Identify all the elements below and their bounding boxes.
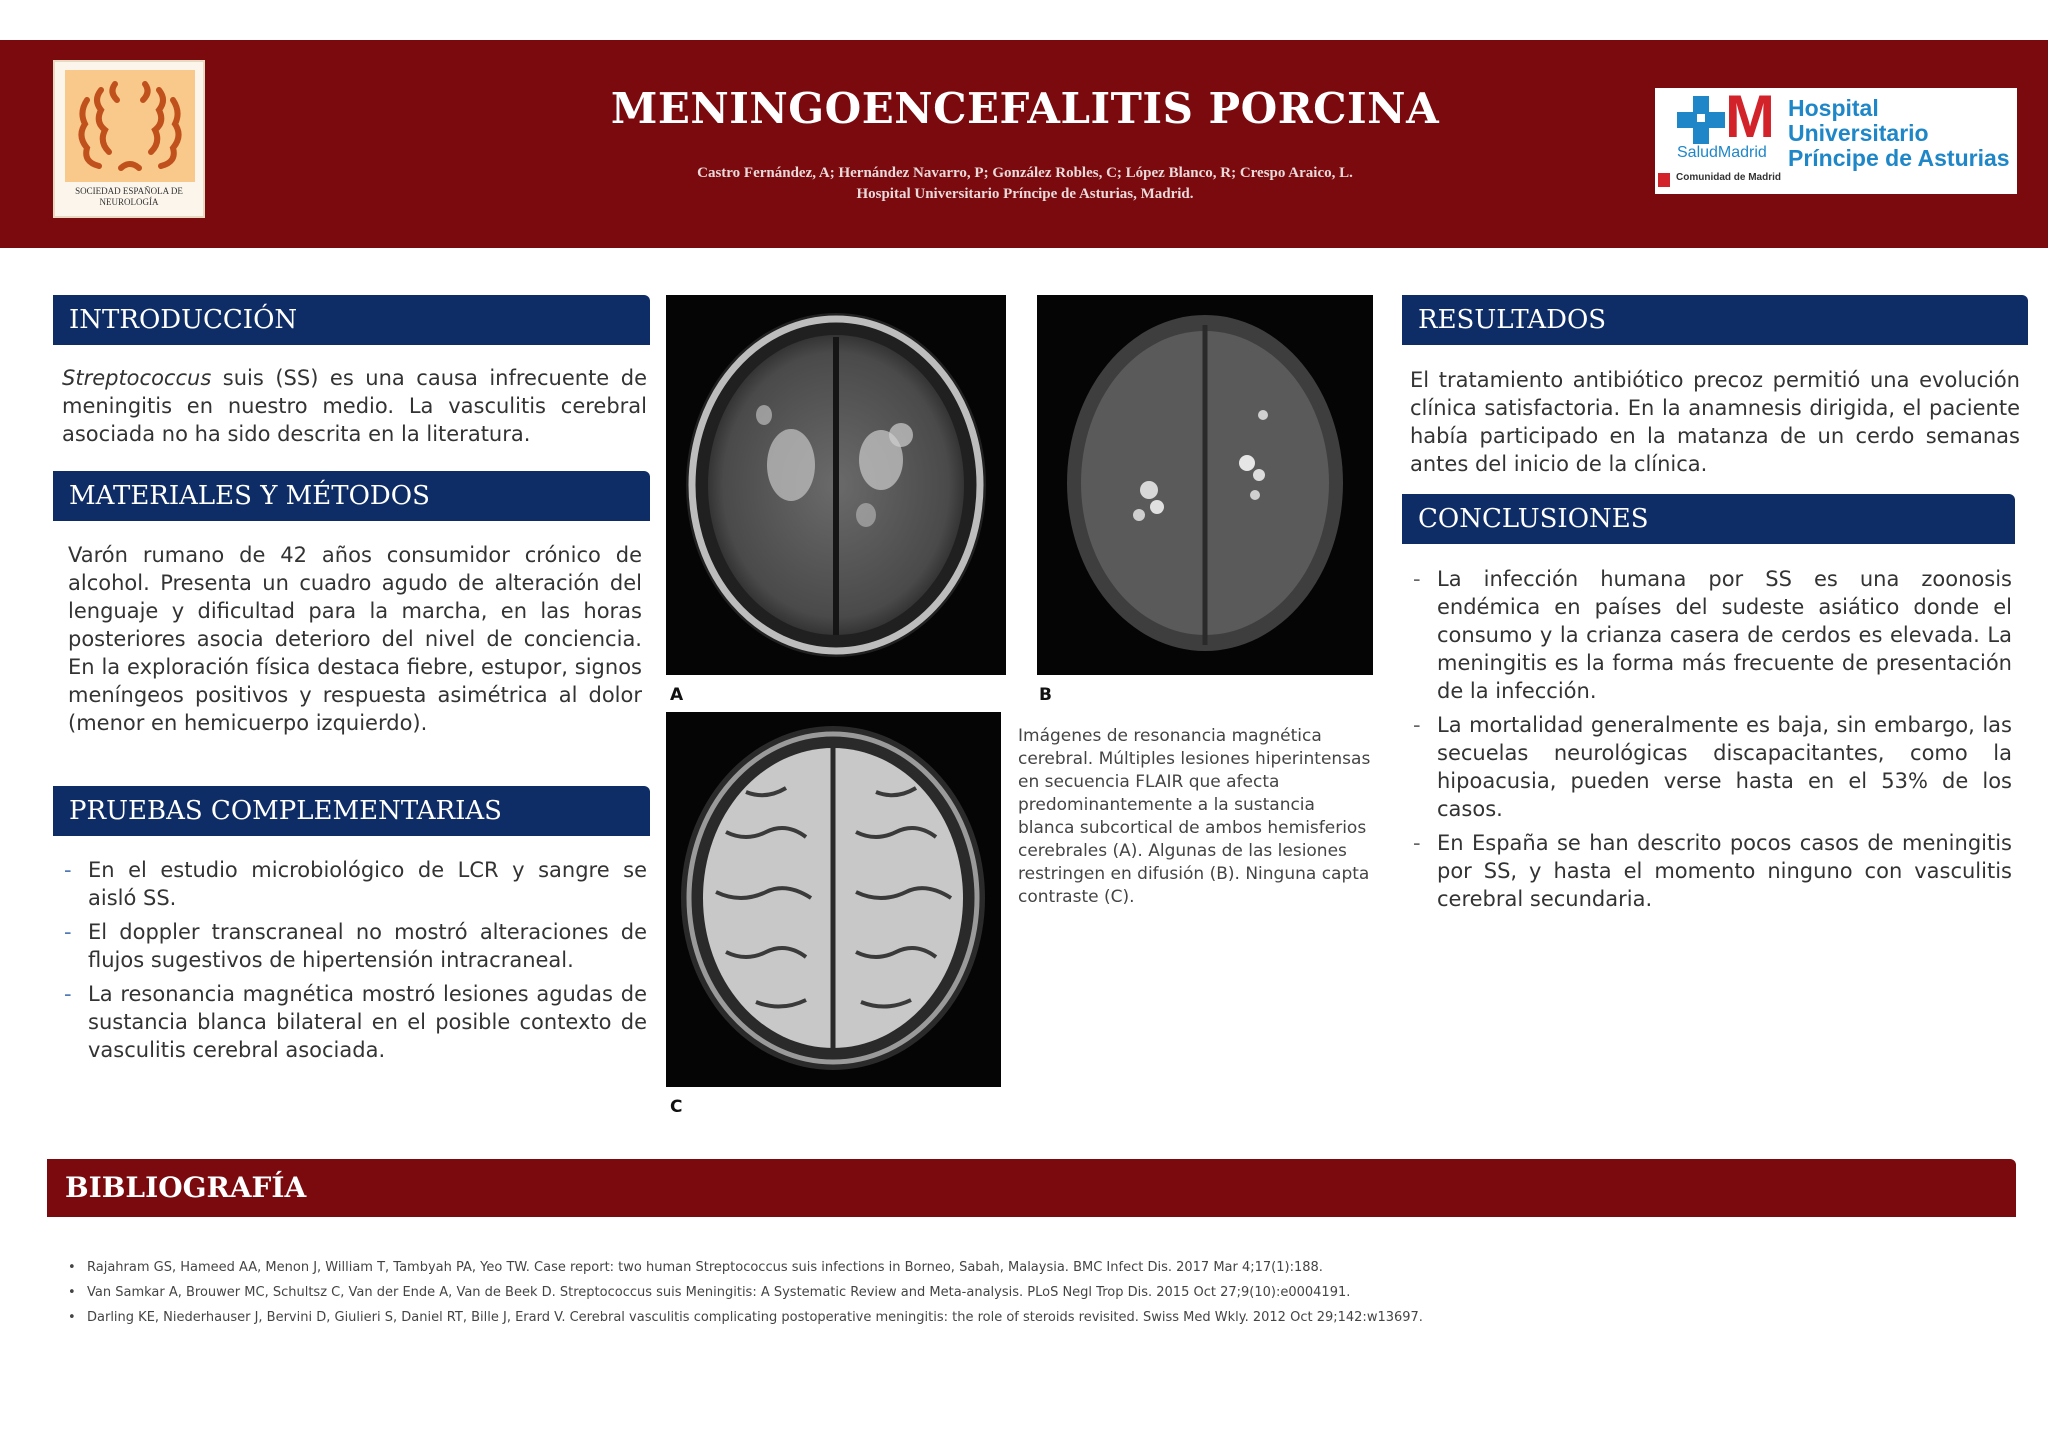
mri-image-b [1037,295,1373,675]
sen-logo [53,60,205,218]
figure-label-b: B [1039,685,1052,705]
list-item: • Rajahram GS, Hameed AA, Menon J, William T, Tambyah PA, Yeo TW. Case report: two human Streptococcus suis infections in Borneo, Sabah, Malaysia. BMC Infect Dis. 2017 Mar 4;17(1):188. [68,1260,1323,1275]
resultados-text: El tratamiento antibiótico precoz permitió una evolución clínica satisfactoria. En la anamnesis dirigida, el paciente había participado en la matanza de un cerdo semanas antes del inicio de la clínica. [1410,368,2020,476]
pruebas-item-text: La resonancia magnética mostró lesiones agudas de sustancia blanca bilateral en el posible contexto de vasculitis cerebral asociada. [88,982,647,1062]
sen-logo-text: SOCIEDAD ESPAÑOLA DE NEUROLOGÍA [75,186,183,207]
poster-title: MENINGOENCEFALITIS PORCINA [610,84,1440,133]
hospital-name [1788,96,2017,171]
list-item: - En el estudio microbiológico de LCR y sangre se aisló SS. [64,858,647,910]
reference-text: Darling KE, Niederhauser J, Bervini D, Giulieri S, Daniel RT, Bille J, Erard V. Cerebral vasculitis complicating postoperative meningitis: the role of steroids revisited. Swiss Med Wkly. 2012 Oct 29;142:w13697. [87,1310,1423,1325]
list-item: - La mortalidad generalmente es baja, sin embargo, las secuelas neurológicas discapacitantes, como la hipoacusia, pueden verse hasta en el 53% de los casos. [1413,713,2012,821]
list-item: • Van Samkar A, Brouwer MC, Schultsz C, Van der Ende A, Van de Beek D. Streptococcus suis Meningitis: A Systematic Review and Meta-analysis. PLoS Negl Trop Dis. 2015 Oct 27;9(10):e0004191. [68,1285,1351,1300]
list-item: - En España se han descrito pocos casos de meningitis por SS, y hasta el momento ninguno con vasculitis cerebral secundaria. [1413,831,2012,911]
pruebas-heading: PRUEBAS COMPLEMENTARIAS [53,786,650,836]
reference-text: Rajahram GS, Hameed AA, Menon J, William T, Tambyah PA, Yeo TW. Case report: two human Streptococcus suis infections in Borneo, Sabah, Malaysia. BMC Infect Dis. 2017 Mar 4;17(1):188. [87,1260,1323,1275]
pruebas-item-text: El doppler transcraneal no mostró alteraciones de flujos sugestivos de hipertensión intracraneal. [88,920,647,972]
list-item: - La infección humana por SS es una zoonosis endémica en países del sudeste asiático donde el consumo y la crianza casera de cerdos es elevada. La meningitis es la forma más frecuente de presentación de la infección. [1413,567,2012,703]
medical-cross-icon [1675,94,1727,146]
materiales-heading: MATERIALES Y MÉTODOS [53,471,650,521]
mri-image-c [666,712,1001,1087]
bibliography-list [66,1255,2016,1330]
authors-line: Castro Fernández, A; Hernández Navarro, P; González Robles, C; López Blanco, R; Crespo Araico, L. [697,165,1353,181]
conclusiones-heading: CONCLUSIONES [1402,494,2015,544]
list-item: • Darling KE, Niederhauser J, Bervini D, Giulieri S, Daniel RT, Bille J, Erard V. Cerebral vasculitis complicating postoperative meningitis: the role of steroids revisited. Swiss Med Wkly. 2012 Oct 29;142:w13697. [68,1310,1423,1325]
figure-label-c: C [670,1097,683,1117]
figure-caption: Imágenes de resonancia magnética cerebral. Múltiples lesiones hiperintensas en secuencia FLAIR que afecta predominantemente a la sustancia blanca subcortical de ambos hemisferios cerebrales (A). Algunas de las lesiones restringen en difusión (B). Ninguna capta contraste (C). [1018,726,1371,907]
list-item: - La resonancia magnética mostró lesiones agudas de sustancia blanca bilateral en el posible contexto de vasculitis cerebral asociada. [64,982,647,1062]
pruebas-list [56,856,647,1070]
conclusiones-list [1405,565,2012,919]
hospital-logo-letter: M [1725,83,1775,150]
conclusiones-item-text: La infección humana por SS es una zoonosis endémica en países del sudeste asiático donde el consumo y la crianza casera de cerdos es elevada. La meningitis es la forma más frecuente de presentación de la infección. [1437,567,2012,703]
hospital-name-line2: Príncipe de Asturias [1788,145,2010,171]
introduccion-text [62,364,647,448]
comunidad-label: Comunidad de Madrid [1676,172,1781,183]
brain-logo-icon [65,70,195,182]
materiales-text: Varón rumano de 42 años consumidor crónico de alcohol. Presenta un cuadro agudo de alteración del lenguaje y dificultad para la marcha, en las horas posteriores asocia deterioro del nivel de conciencia. En la exploración física destaca fiebre, estupor, signos meníngeos positivos y respuesta asimétrica al dolor (menor en hemicuerpo izquierdo). [68,543,642,735]
figure-label-a: A [670,685,684,705]
introduccion-body: suis (SS) es una causa infrecuente de meningitis en nuestro medio. La vasculitis cerebral asociada no ha sido descrita en la literatura. [62,366,647,446]
resultados-heading: RESULTADOS [1402,295,2028,345]
mri-image-a [666,295,1006,675]
pruebas-item-text: En el estudio microbiológico de LCR y sangre se aisló SS. [88,858,647,910]
authors-block [480,163,1570,205]
comunidad-flag-icon [1658,173,1670,187]
introduccion-italic: Streptococcus [62,366,212,390]
introduccion-heading: INTRODUCCIÓN [53,295,650,345]
bibliografia-heading: BIBLIOGRAFÍA [47,1159,2016,1217]
list-item: - El doppler transcraneal no mostró alteraciones de flujos sugestivos de hipertensión intracraneal. [64,920,647,972]
reference-text: Van Samkar A, Brouwer MC, Schultsz C, Van der Ende A, Van de Beek D. Streptococcus suis Meningitis: A Systematic Review and Meta-analysis. PLoS Negl Trop Dis. 2015 Oct 27;9(10):e0004191. [87,1285,1351,1300]
salud-madrid-label: SaludMadrid [1677,144,1767,161]
conclusiones-item-text: La mortalidad generalmente es baja, sin embargo, las secuelas neurológicas discapacitantes, como la hipoacusia, pueden verse hasta en el 53% de los casos. [1437,713,2012,821]
conclusiones-item-text: En España se han descrito pocos casos de meningitis por SS, y hasta el momento ninguno con vasculitis cerebral secundaria. [1437,831,2012,911]
institution-line: Hospital Universitario Príncipe de Asturias, Madrid. [856,186,1194,202]
hospital-name-line1: Hospital Universitario [1788,95,1929,146]
hospital-logo [1655,83,2017,194]
